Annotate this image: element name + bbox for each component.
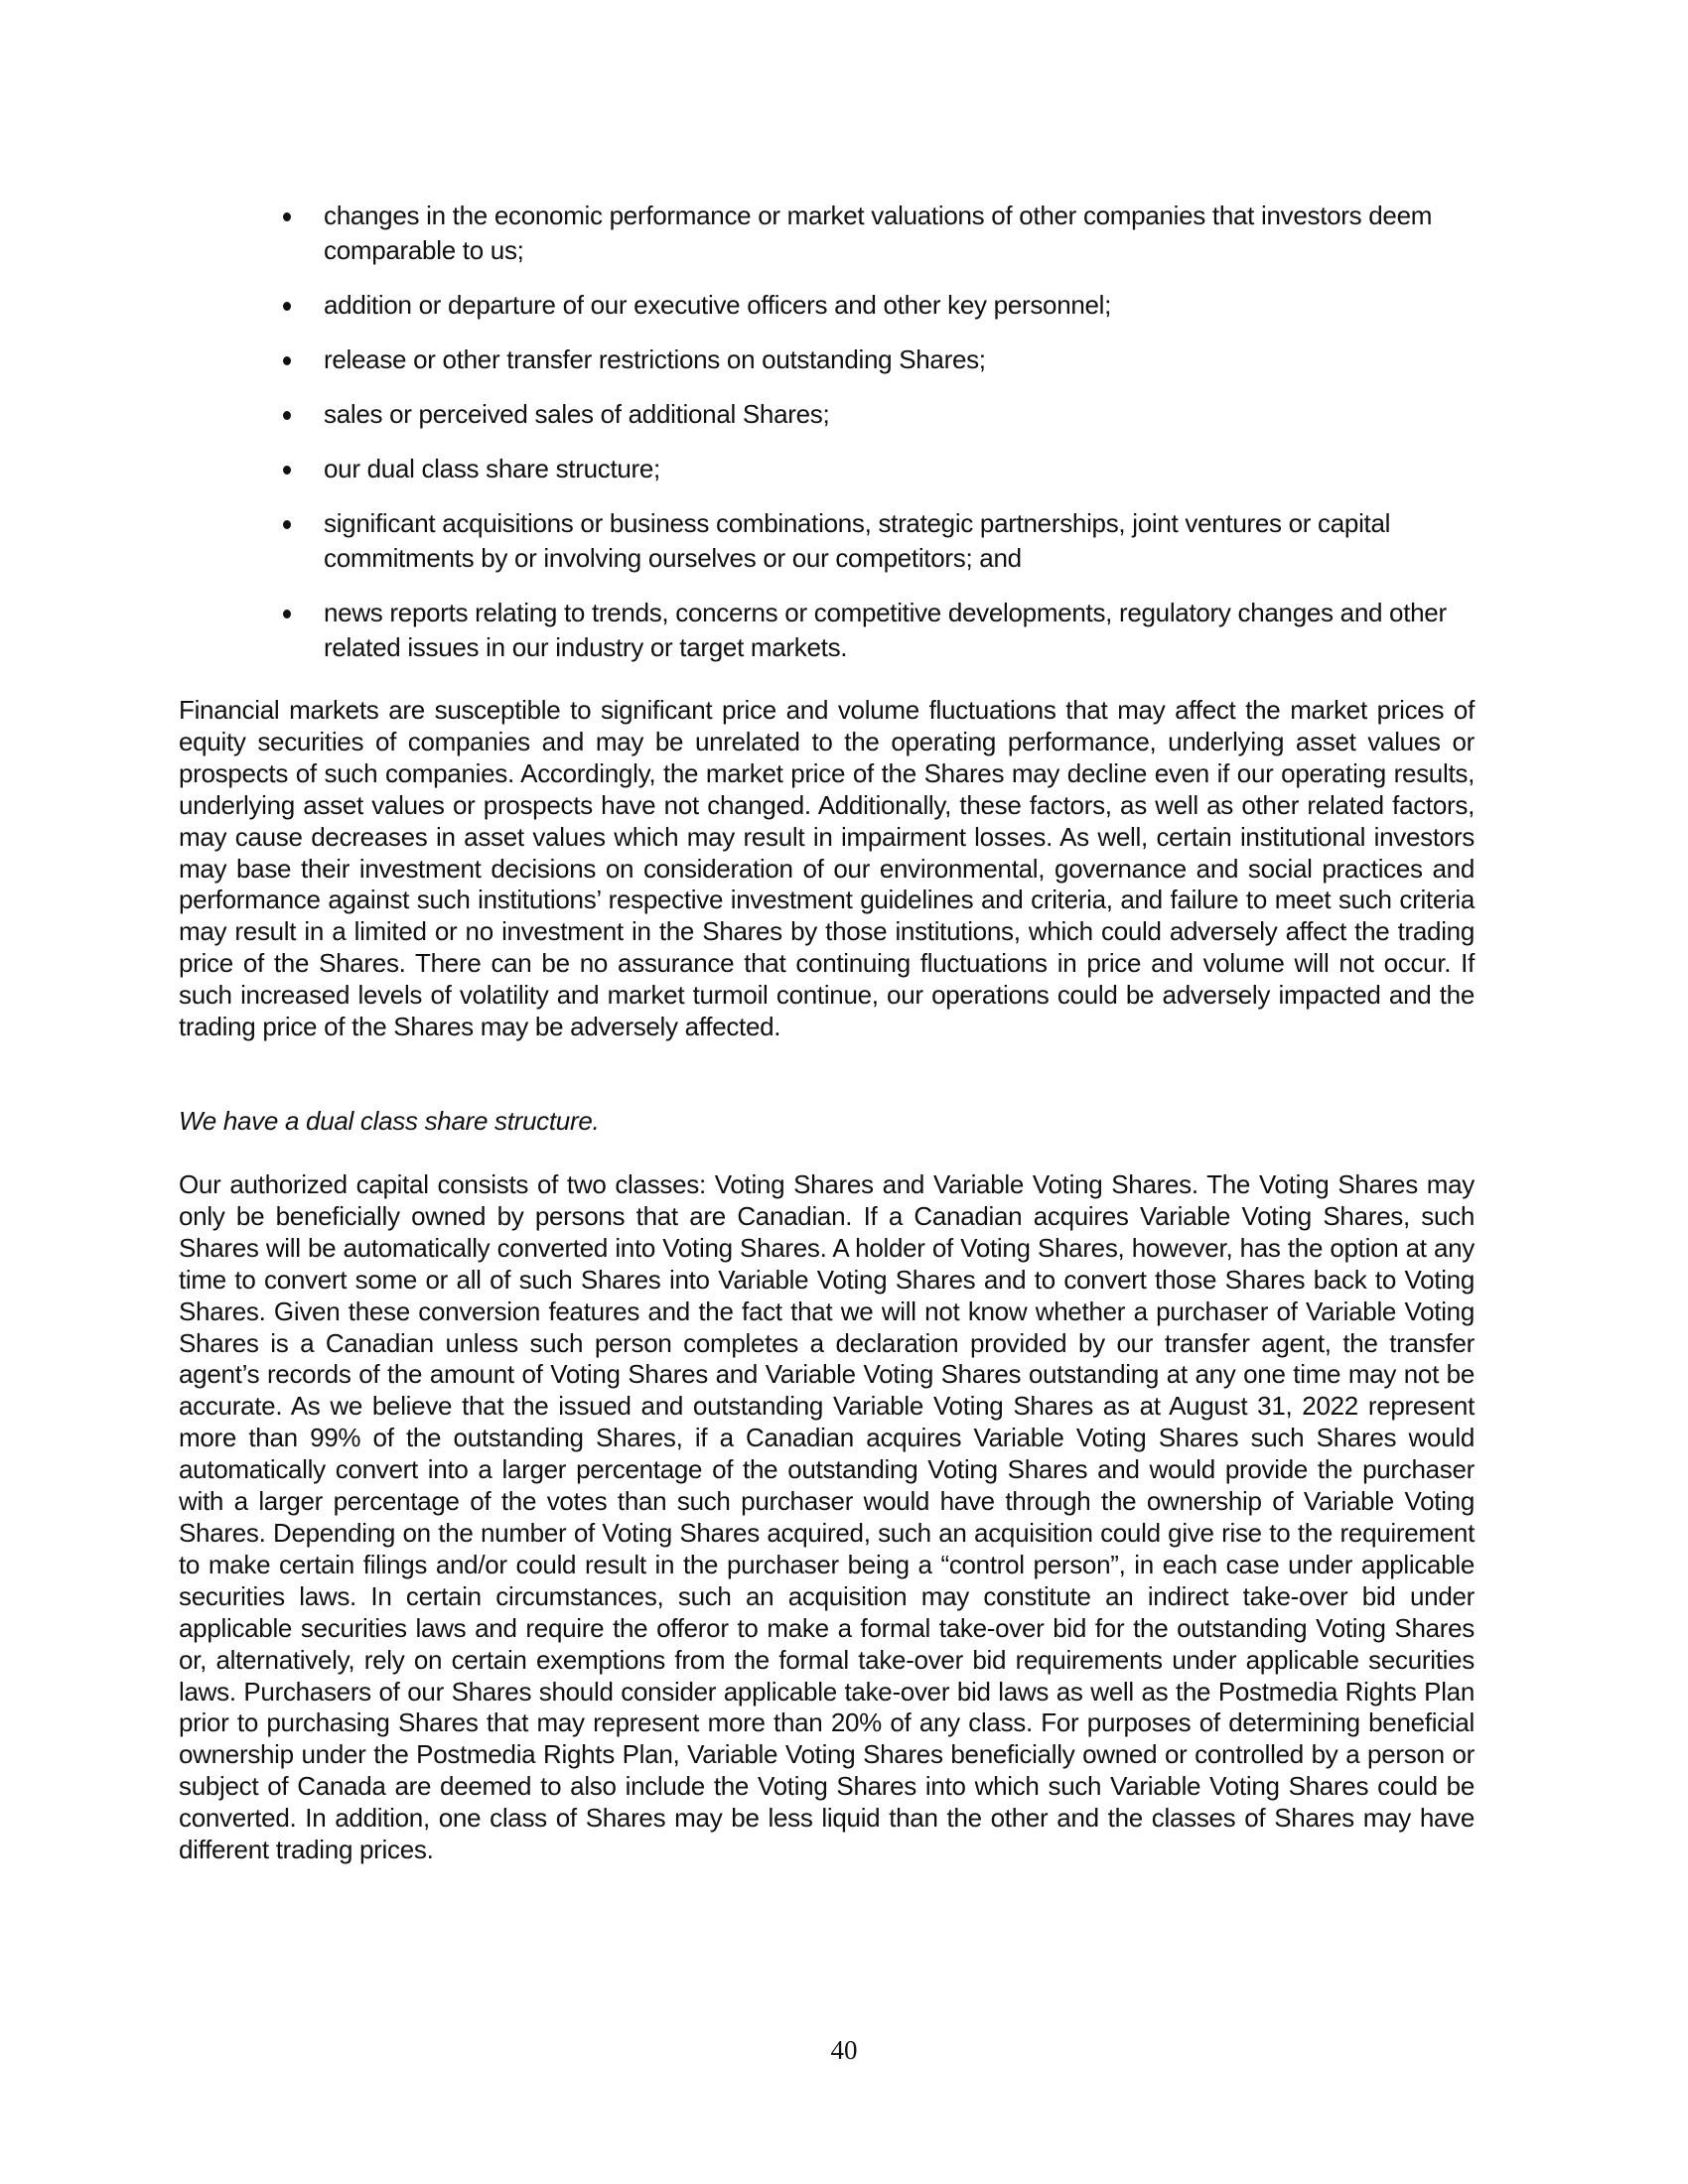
dual-class-paragraph: Our authorized capital consists of two classes: Voting Shares and Variable Voting Shares. The Voting Shares may only be beneficially owned by persons that are Canadian. If a Canadian acquires Variable Voting Shares, such Shares will be automatically converted into Voting Shares. A holder of Voting Shares, however, has the option at any time to convert some or all of such Shares into Variable Voting Shares and to convert those Shares back to Voting Shares. Given these conversion features and the fact that we will not know whether a purchaser of Variable Voting Shares is a Canadian unless such person completes a declaration provided by our transfer agent, the transfer agent’s records of the amount of Voting Shares and Variable Voting Shares outstanding at any one time may not be accurate. As we believe that the issued and outstanding Variable Voting Shares as at August 31, 2022 represent more than 99% of the outstanding Shares, if a Canadian acquires Variable Voting Shares such Shares would automatically convert into a larger percentage of the outstanding Voting Shares and would provide the purchaser with a larger percentage of the votes than such purchaser would have through the ownership of Variable Voting Shares. Depending on the number of Voting Shares acquired, such an acquisition could give rise to the requirement to make certain filings and/or could result in the purchaser being a “control person”, in each case under applicable securities laws. In certain circumstances, such an acquisition may constitute an indirect take-over bid under applicable securities laws and require the offeror to make a formal take-over bid for the outstanding Voting Shares or, alternatively, rely on certain exemptions from the formal take-over bid requirements under applicable securities laws. Purchasers of our Shares should consider applicable take-over bid laws as well as the Postmedia Rights Plan prior to purchasing Shares that may represent more than 20% of any class. For purposes of determining beneficial ownership under the Postmedia Rights Plan, Variable Voting Shares beneficially owned or controlled by a person or subject of Canada are deemed to also include the Voting Shares into which such Variable Voting Shares could be converted. In addition, one class of Shares may be less liquid than the other and the classes of Shares may have different trading prices. [179, 1169, 1475, 1865]
bullet-item [283, 342, 1475, 377]
bullet-item [283, 506, 1475, 576]
bullet-item [283, 288, 1475, 323]
bullet-icon [283, 212, 291, 221]
bullet-icon [283, 302, 291, 311]
page-number: 40 [830, 2035, 858, 2065]
bullet-icon [283, 610, 291, 618]
bullet-text: addition or departure of our executive officers and other key personnel; [324, 290, 1112, 320]
bullet-text: changes in the economic performance or market valuations of other companies that investors deem comparable to us; [324, 201, 1433, 265]
bullet-item [283, 199, 1475, 268]
bullet-text: our dual class share structure; [324, 454, 660, 483]
bullet-text: release or other transfer restrictions on outstanding Shares; [324, 344, 986, 374]
risk-factor-bullet-list [283, 199, 1475, 685]
bullet-text: news reports relating to trends, concerns or competitive developments, regulatory changes and other related issues in our industry or target markets. [324, 598, 1447, 662]
bullet-icon [283, 356, 291, 365]
bullet-icon [283, 466, 291, 475]
market-fluctuations-paragraph: Financial markets are susceptible to significant price and volume fluctuations that may affect the market prices of equity securities of companies and may be unrelated to the operating performance, underlying asset values or prospects of such companies. Accordingly, the market price of the Shares may decline even if our operating results, underlying asset values or prospects have not changed. Additionally, these factors, as well as other related factors, may cause decreases in asset values which may result in impairment losses. As well, certain institutional investors may base their investment decisions on consideration of our environmental, governance and social practices and performance against such institutions’ respective investment guidelines and criteria, and failure to meet such criteria may result in a limited or no investment in the Shares by those institutions, which could adversely affect the trading price of the Shares. There can be no assurance that continuing fluctuations in price and volume will not occur. If such increased levels of volatility and market turmoil continue, our operations could be adversely impacted and the trading price of the Shares may be adversely affected. [179, 695, 1475, 1042]
bullet-item [283, 596, 1475, 665]
bullet-icon [283, 520, 291, 529]
bullet-text: sales or perceived sales of additional Shares; [324, 399, 830, 429]
bullet-icon [283, 411, 291, 420]
bullet-item [283, 452, 1475, 486]
section-heading: We have a dual class share structure. [179, 1106, 600, 1136]
bullet-item [283, 397, 1475, 432]
bullet-text: significant acquisitions or business combinations, strategic partnerships, joint ventures or capital commitments by or involving ourselves or our competitors; and [324, 508, 1391, 573]
